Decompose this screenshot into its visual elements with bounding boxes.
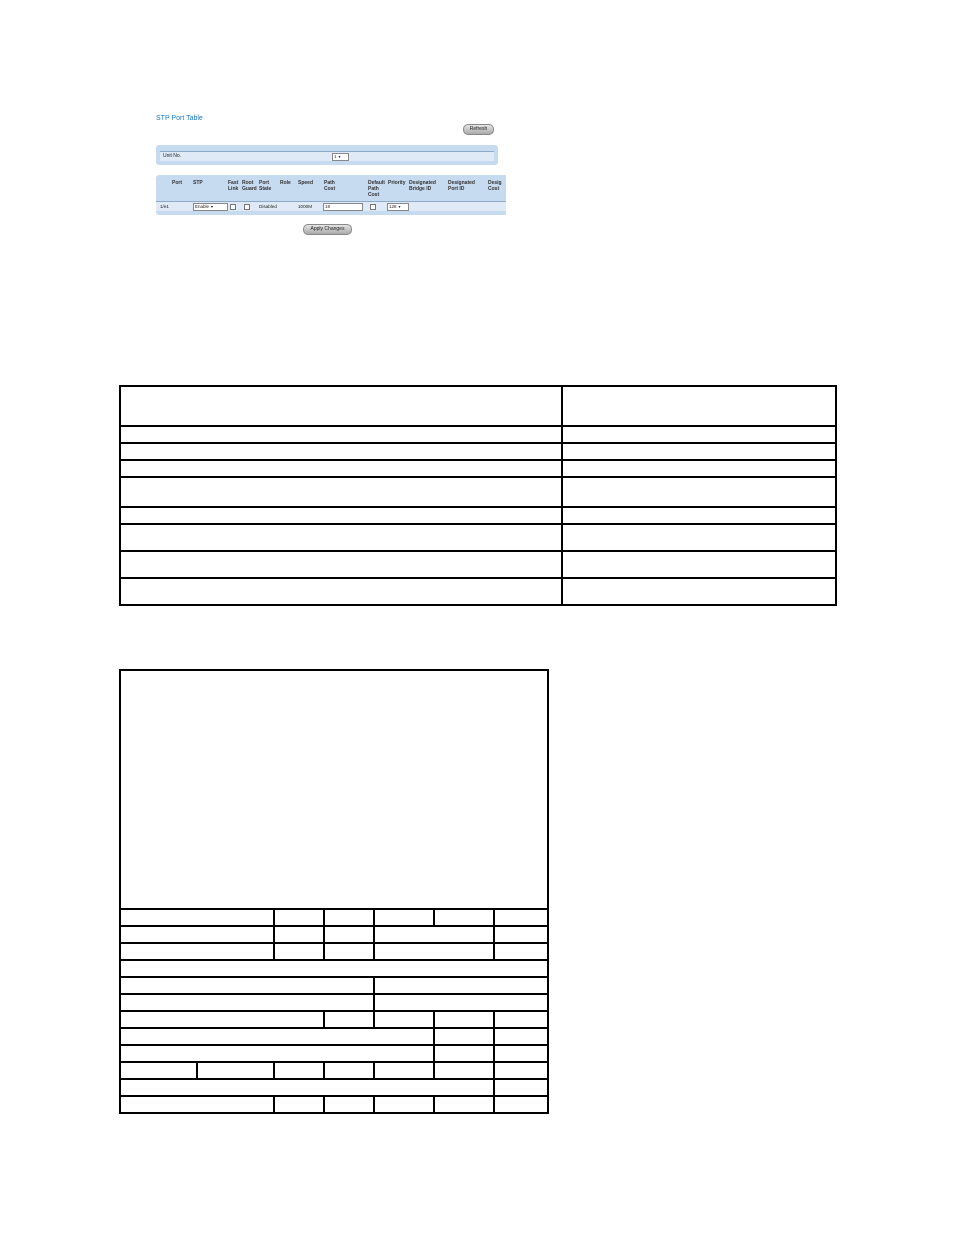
table-cell — [374, 1062, 434, 1079]
table-cell — [120, 578, 562, 605]
column-header-designated-cost: Desig Cost — [488, 180, 502, 192]
cell-port-state: Disabled — [259, 204, 277, 209]
table-cell — [120, 943, 274, 960]
column-header-fast-link: Fast Link — [228, 180, 239, 192]
table-row — [120, 1045, 548, 1062]
table-cell — [562, 426, 836, 443]
table-cell — [120, 960, 548, 977]
column-header-designated-bridge-id: Designated Bridge ID — [409, 180, 436, 192]
table-cell — [374, 1011, 434, 1028]
table-row — [120, 477, 836, 507]
table-cell — [494, 1045, 548, 1062]
table-row — [120, 443, 836, 460]
table-cell — [274, 926, 324, 943]
table-cell — [374, 943, 494, 960]
table-cell — [120, 926, 274, 943]
chevron-down-icon: ▾ — [211, 204, 214, 209]
cell-port: 1/e1 — [160, 204, 169, 209]
table-cell — [494, 1028, 548, 1045]
table-cell — [120, 524, 562, 551]
table-cell — [562, 524, 836, 551]
table-cell — [274, 943, 324, 960]
unit-select[interactable] — [332, 153, 349, 161]
table-cell — [374, 909, 434, 926]
stp-port-table-screenshot — [150, 108, 510, 248]
table-cell — [494, 1079, 548, 1096]
stp-select-value: Enable — [195, 204, 210, 209]
table-row — [120, 1011, 548, 1028]
chevron-down-icon: ▾ — [338, 154, 341, 159]
table-cell — [120, 1011, 324, 1028]
table-row — [120, 578, 836, 605]
table-row — [120, 909, 548, 926]
table-cell — [324, 1011, 374, 1028]
unit-row — [160, 151, 494, 161]
table-cell — [562, 507, 836, 524]
table-cell — [324, 909, 374, 926]
table-row — [120, 426, 836, 443]
table-header-row — [120, 670, 548, 909]
table-row — [120, 507, 836, 524]
refresh-button[interactable]: Refresh — [463, 124, 494, 135]
table-cell — [374, 926, 494, 943]
column-header-speed: Speed — [298, 180, 314, 186]
table-header-row — [120, 386, 836, 426]
table-cell — [434, 1062, 494, 1079]
table-cell — [494, 1011, 548, 1028]
table-cell — [324, 1062, 374, 1079]
table-cell — [197, 1062, 274, 1079]
table-cell — [374, 1096, 434, 1113]
header-cell — [120, 670, 548, 909]
table-row — [120, 977, 548, 994]
column-header-port: Port — [172, 180, 182, 186]
table-cell — [274, 1062, 324, 1079]
column-header-path-cost: Path Cost — [324, 180, 336, 192]
path-cost-input[interactable]: 19 — [323, 203, 363, 211]
chevron-down-icon: ▾ — [398, 204, 401, 209]
table-cell — [434, 1045, 494, 1062]
priority-select-value: 128 — [389, 204, 397, 209]
table-cell — [494, 926, 548, 943]
column-header-priority: Priority — [388, 180, 406, 186]
table-cell — [562, 551, 836, 578]
table-cell — [120, 551, 562, 578]
table-row — [120, 551, 836, 578]
page-title: STP Port Table — [156, 115, 203, 122]
header-cell — [120, 386, 562, 426]
table-cell — [434, 1028, 494, 1045]
table-cell — [494, 1096, 548, 1113]
stp-select[interactable] — [193, 203, 228, 211]
fast-link-checkbox[interactable] — [230, 204, 236, 210]
table-row — [120, 460, 836, 477]
unit-panel — [156, 145, 498, 165]
table-row — [120, 1028, 548, 1045]
table-cell — [120, 1079, 494, 1096]
table-cell — [434, 909, 494, 926]
table-cell — [274, 1096, 324, 1113]
unit-select-value: 1 — [334, 154, 337, 159]
table-cell — [120, 1062, 197, 1079]
table-cell — [120, 1096, 274, 1113]
table-cell — [562, 460, 836, 477]
priority-select[interactable] — [387, 203, 409, 211]
table-cell — [120, 460, 562, 477]
unit-label: Unit No. — [163, 153, 182, 159]
apply-changes-button[interactable]: Apply Changes — [303, 224, 352, 235]
table-cell — [562, 443, 836, 460]
table-cell — [434, 1011, 494, 1028]
table-cell — [120, 977, 374, 994]
table-cell — [324, 1096, 374, 1113]
root-guard-checkbox[interactable] — [244, 204, 250, 210]
table-cell — [494, 943, 548, 960]
table-cell — [324, 943, 374, 960]
column-header-default-path-cost: Default Path Cost — [368, 180, 385, 198]
table-row — [120, 1079, 548, 1096]
table-cell — [374, 977, 548, 994]
table-row — [120, 1096, 548, 1113]
table-cell — [562, 477, 836, 507]
table-row — [120, 994, 548, 1011]
table-cell — [494, 1062, 548, 1079]
column-header-designated-port-id: Designated Port ID — [448, 180, 475, 192]
port-table — [156, 175, 506, 215]
table-cell — [120, 507, 562, 524]
header-cell — [562, 386, 836, 426]
column-header-root-guard: Root Guard — [242, 180, 257, 192]
table-cell — [562, 578, 836, 605]
default-path-cost-checkbox[interactable] — [370, 204, 376, 210]
table-cell — [324, 926, 374, 943]
command-table — [119, 669, 549, 1114]
table-cell — [120, 1028, 434, 1045]
column-header-role: Role — [280, 180, 291, 186]
table-row — [120, 943, 548, 960]
table-cell — [120, 477, 562, 507]
cell-speed: 1000M — [298, 204, 313, 209]
field-description-table — [119, 385, 837, 606]
table-row — [120, 1062, 548, 1079]
table-row — [120, 960, 548, 977]
column-header-stp: STP — [193, 180, 203, 186]
table-cell — [494, 909, 548, 926]
table-cell — [120, 443, 562, 460]
table-cell — [120, 426, 562, 443]
table-cell — [120, 909, 274, 926]
table-row — [120, 926, 548, 943]
table-cell — [274, 909, 324, 926]
table-cell — [120, 994, 374, 1011]
column-header-port-state: Port State — [259, 180, 272, 192]
table-row — [120, 524, 836, 551]
table-cell — [434, 1096, 494, 1113]
table-cell — [374, 994, 548, 1011]
table-cell — [120, 1045, 434, 1062]
table-row — [156, 201, 506, 211]
